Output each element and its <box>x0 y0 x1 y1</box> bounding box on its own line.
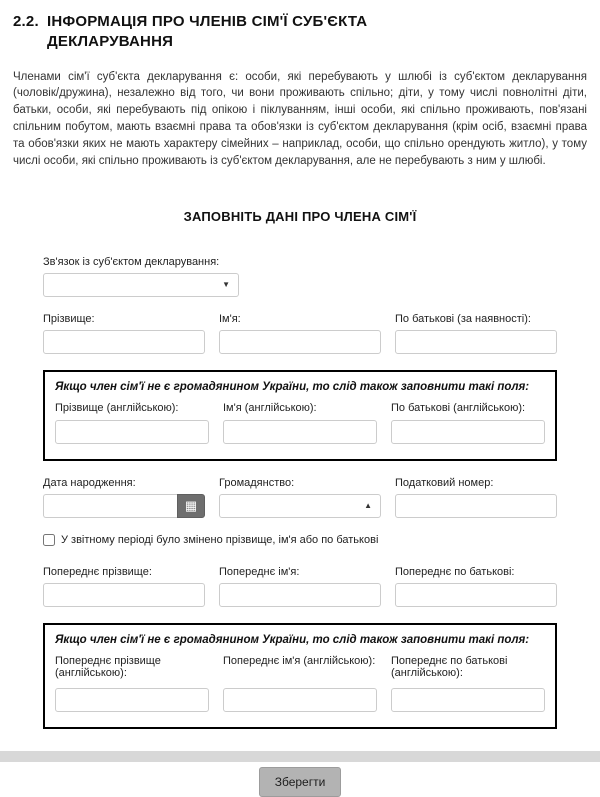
surname-en-input[interactable] <box>55 420 209 444</box>
relation-label: Зв'язок із суб'єктом декларування: <box>43 256 220 269</box>
prev-surname-en-input[interactable] <box>55 688 209 712</box>
name-change-checkbox[interactable] <box>43 534 55 546</box>
prev-patronymic-field <box>395 566 557 607</box>
prev-firstname-en-input[interactable] <box>223 688 377 712</box>
tax-number-input[interactable] <box>395 494 557 518</box>
chevron-up-icon: ▲ <box>364 501 372 511</box>
surname-en-field <box>55 402 209 444</box>
prev-patronymic-en-field <box>391 655 545 712</box>
form-title: ЗАПОВНІТЬ ДАНІ ПРО ЧЛЕНА СІМ'Ї <box>183 209 417 225</box>
name-change-label: У звітному періоді було змінено прізвище, ім'я або по батькові <box>61 534 379 547</box>
prev-firstname-en-label: Попереднє ім'я (англійською): <box>223 655 376 668</box>
chevron-down-icon: ▼ <box>222 280 230 290</box>
birth-date-input[interactable] <box>43 494 177 518</box>
prev-firstname-en-field <box>223 655 377 712</box>
prev-surname-input[interactable] <box>43 583 205 607</box>
patronymic-input[interactable] <box>395 330 557 354</box>
firstname-input[interactable] <box>219 330 381 354</box>
firstname-en-label: Ім'я (англійською): <box>223 402 317 415</box>
foreign-name-row <box>55 402 545 444</box>
footer-strip <box>0 751 600 762</box>
firstname-en-field <box>223 402 377 444</box>
surname-field <box>43 313 205 354</box>
patronymic-field <box>395 313 557 354</box>
patronymic-en-label: По батькові (англійською): <box>391 402 526 415</box>
surname-label: Прізвище: <box>43 313 95 326</box>
tax-number-field <box>395 477 557 518</box>
birth-citizenship-row <box>43 477 557 518</box>
prev-patronymic-en-label: Попереднє по батькові (англійською): <box>391 655 508 680</box>
prev-surname-en-label: Попереднє прізвище (англійською): <box>55 655 161 680</box>
firstname-en-input[interactable] <box>223 420 377 444</box>
prev-firstname-label: Попереднє ім'я: <box>219 566 300 579</box>
name-row <box>43 313 557 354</box>
foreign-previous-row <box>55 655 545 712</box>
patronymic-en-field <box>391 402 545 444</box>
tax-number-label: Податковий номер: <box>395 477 494 490</box>
calendar-icon[interactable]: ▦ <box>177 494 205 518</box>
birth-date-field <box>43 477 205 518</box>
patronymic-label: По батькові (за наявності): <box>395 313 531 326</box>
family-member-form <box>43 209 557 797</box>
firstname-field <box>219 313 381 354</box>
firstname-label: Ім'я: <box>219 313 241 326</box>
prev-patronymic-en-input[interactable] <box>391 688 545 712</box>
patronymic-en-input[interactable] <box>391 420 545 444</box>
relation-field <box>43 256 557 297</box>
prev-patronymic-label: Попереднє по батькові: <box>395 566 515 579</box>
section-title: ІНФОРМАЦІЯ ПРО ЧЛЕНІВ СІМ'Ї СУБ'ЄКТА ДЕКЛАРУВАННЯ <box>47 13 368 50</box>
foreign-previous-note: Якщо член сім'ї не є громадянином України, то слід також заповнити такі поля: <box>55 634 530 647</box>
relation-select[interactable] <box>43 273 239 297</box>
foreign-note: Якщо член сім'ї не є громадянином України, то слід також заповнити такі поля: <box>55 381 530 394</box>
prev-surname-label: Попереднє прізвище: <box>43 566 152 579</box>
citizenship-field <box>219 477 381 518</box>
section-number: 2.2. <box>13 13 39 30</box>
prev-surname-en-field <box>55 655 209 712</box>
citizenship-select[interactable] <box>219 494 381 518</box>
name-change-row <box>43 534 557 546</box>
prev-patronymic-input[interactable] <box>395 583 557 607</box>
prev-surname-field <box>43 566 205 607</box>
page-title <box>13 12 587 52</box>
section-description: Членами сім'ї суб'єкта декларування є: особи, які перебувають у шлюбі із суб'єктом декларування (чоловік/дружина), незалежно від того, чи вони проживають спільно; діти, у тому числі повнолітні діти, батьки, особи, які перебувають під опікою і піклуванням, інші особи, які спільно проживають, пов'язані спільним побутом, мають взаємні права та обов'язки із суб'єктом декларування (крім осіб, взаємні права та обов'язки яких не мають характеру сімейних – наприклад, особи, що спільно орендують житло), у тому числі особи, які спільно проживають із суб'єктом декларування, але не перебувають з ним у шлюбі. <box>13 70 587 167</box>
foreign-previous-name-box <box>43 623 557 729</box>
form-actions <box>43 767 557 797</box>
prev-firstname-input[interactable] <box>219 583 381 607</box>
previous-name-row <box>43 566 557 607</box>
surname-en-label: Прізвище (англійською): <box>55 402 179 415</box>
birth-date-label: Дата народження: <box>43 477 136 490</box>
surname-input[interactable] <box>43 330 205 354</box>
foreign-name-box <box>43 370 557 461</box>
save-button[interactable]: Зберегти <box>259 767 342 797</box>
citizenship-label: Громадянство: <box>219 477 295 490</box>
prev-firstname-field <box>219 566 381 607</box>
